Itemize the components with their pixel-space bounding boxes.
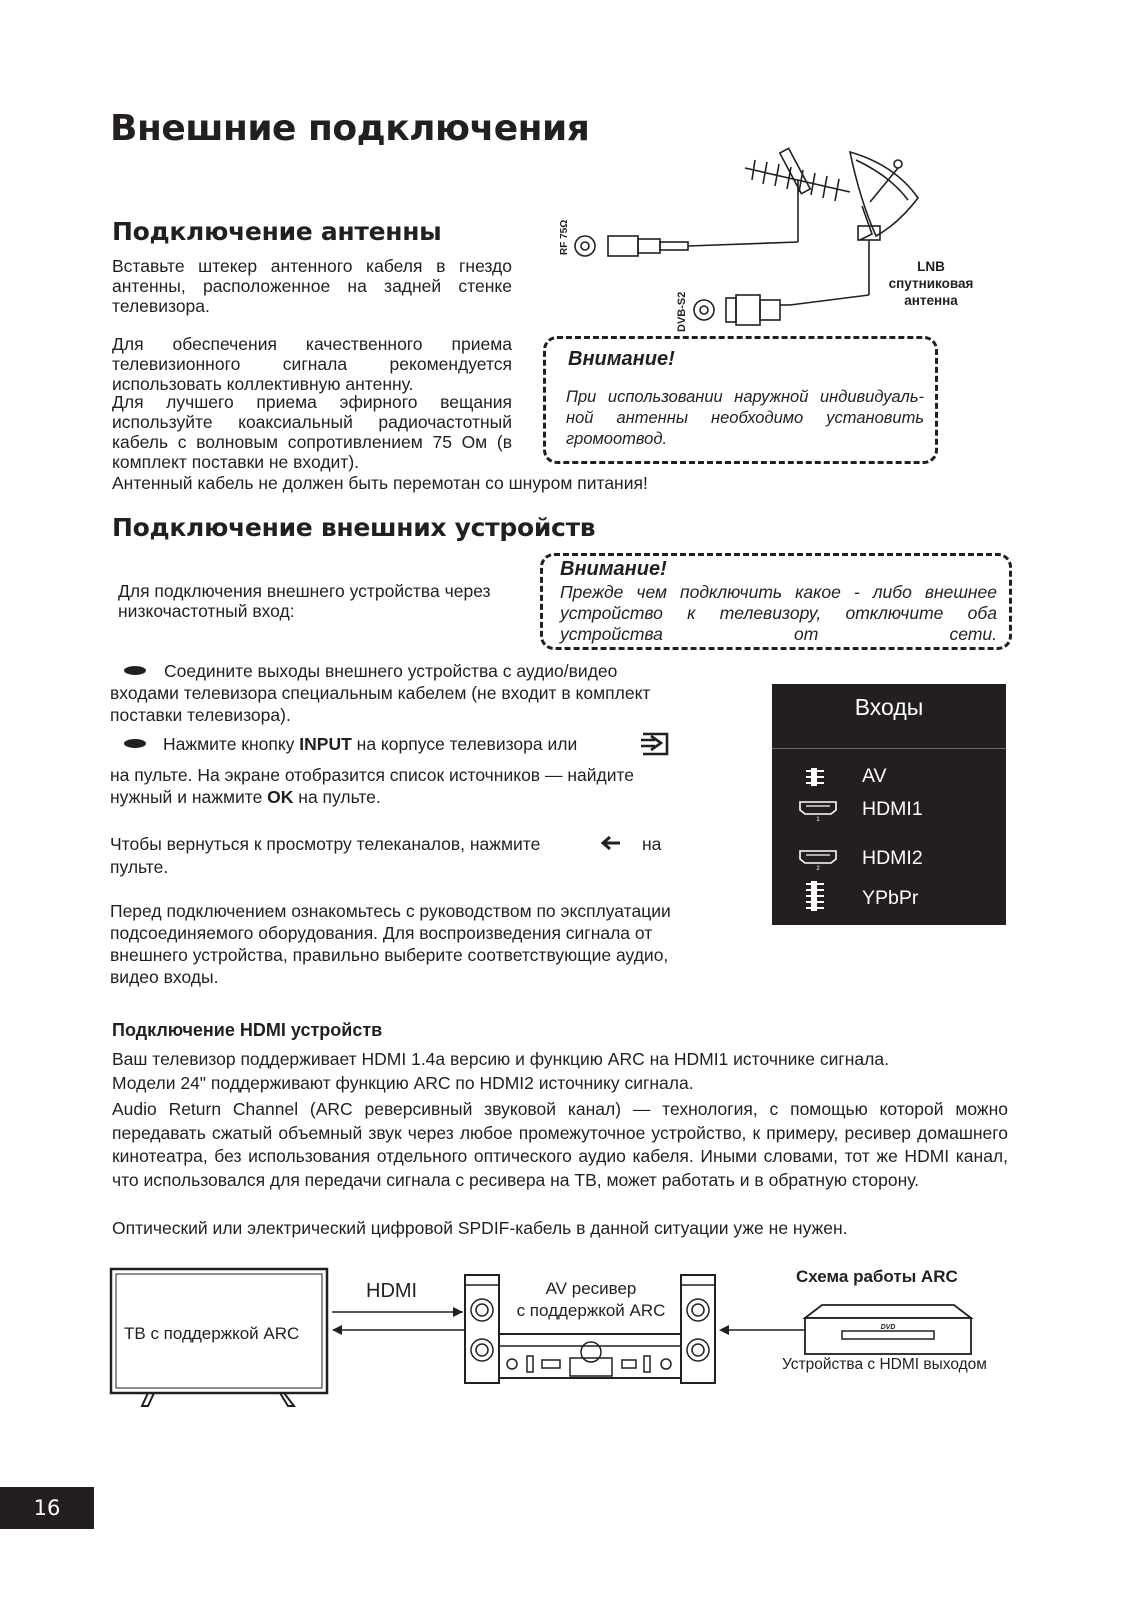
page-number: 16 — [0, 1487, 94, 1529]
input-source-icon — [639, 732, 671, 756]
hdmi-port-2-icon — [798, 847, 838, 871]
receiver-label-line-1: AV ресивер — [545, 1279, 637, 1298]
lnb-label-line-1: LNB — [917, 259, 945, 274]
external-note: Перед подключением ознакомьтесь с руководством по эксплуатации подсоединяемого оборудования. Для воспроизведения сигнала от внешнего устройства, правильно выберите соответствующие аудио, видео входы. — [110, 901, 671, 987]
inputs-menu-item-label: HDMI2 — [862, 847, 923, 869]
input-button-name: INPUT — [299, 734, 352, 754]
inputs-menu-item-label: YPbPr — [862, 887, 919, 909]
return-text-post: на — [642, 834, 662, 854]
inputs-menu-item-hdmi2[interactable] — [772, 841, 1006, 875]
inputs-menu-item-label: HDMI1 — [862, 798, 923, 820]
page-title: Внешние подключения — [110, 108, 590, 149]
inputs-menu-item-label: AV — [862, 765, 887, 787]
bullet-2-line-2 — [110, 764, 655, 808]
bullet-2-line-2-pre: на пульте. На экране отобразится список источников — найдите нужный и нажмите — [110, 765, 635, 807]
lnb-label-line-2: спутниковая — [888, 276, 974, 291]
return-text-line-2: пульте. — [110, 857, 169, 877]
antenna-paragraph-4: Антенный кабель не должен быть перемотан со шнуром питания! — [112, 473, 648, 493]
antenna-warning-title: Внимание! — [568, 348, 675, 370]
bullet-2-line-1 — [163, 734, 577, 754]
device-label: Устройства с HDMI выходом — [782, 1356, 987, 1373]
antenna-warning-text: При использовании наружной индивидуаль-ной антенны необходимо установить громоотвод. — [566, 388, 924, 448]
inputs-menu-divider — [772, 748, 1006, 749]
svg-text:1: 1 — [816, 817, 820, 822]
bullet-2-line-2-post: на пульте. — [293, 787, 381, 807]
dvb-socket-label: DVB-S2 — [676, 291, 688, 332]
hdmi-port-1-icon — [798, 798, 838, 822]
bullet-2-post: на корпусе телевизора или — [351, 734, 578, 754]
external-warning-box — [540, 553, 1012, 650]
external-warning-text: Прежде чем подключить какое - либо внешнее устройство к телевизору, отключите оба устройства от сети. — [560, 582, 997, 644]
hdmi-heading: Подключение HDMI устройств — [112, 1020, 383, 1040]
antenna-connection-diagram — [540, 140, 1000, 340]
svg-text:2: 2 — [816, 866, 820, 871]
inputs-menu-item-hdmi1[interactable] — [772, 792, 1006, 826]
antenna-warning-box — [543, 336, 938, 464]
hdmi-cable-label: HDMI — [366, 1280, 418, 1302]
device-to-receiver-arrow — [716, 1322, 808, 1338]
receiver-label — [500, 1278, 682, 1322]
component-connector-icon — [800, 879, 830, 913]
hdmi-paragraph-4: Оптический или электрический цифровой SPDIF-кабель в данной ситуации уже не нужен. — [112, 1218, 848, 1238]
receiver-label-line-2: с поддержкой ARC — [516, 1301, 666, 1320]
antenna-heading: Подключение антенны — [112, 217, 442, 246]
tv-label: ТВ с поддержкой ARC — [124, 1324, 300, 1343]
external-intro: Для подключения внешнего устройства через низкочастотный вход: — [118, 581, 491, 621]
antenna-paragraph-3: Для лучшего приема эфирного вещания используйте коаксиальный радиочастотный кабель с волновым сопротивлением 75 Ом (в комплект поставки не входит). — [112, 392, 512, 472]
hdmi-paragraph-2: Модели 24" поддерживают функцию ARC по HDMI2 источнику сигнала. — [112, 1073, 694, 1093]
inputs-menu-item-ypbpr[interactable] — [772, 881, 1006, 915]
return-text: Чтобы вернуться к просмотру телеканалов, нажмите — [110, 834, 541, 854]
rf-socket-label: RF 75Ω — [559, 219, 570, 255]
av-connector-icon — [800, 765, 830, 789]
lnb-label-line-3: антенна — [904, 293, 958, 308]
lnb-label — [872, 258, 990, 309]
dvd-logo: DVD — [880, 1324, 896, 1331]
external-heading: Подключение внешних устройств — [112, 513, 596, 542]
bullet-1-text: Соедините выходы внешнего устройства с аудио/видео входами телевизора специальным кабелем (не входит в комплект поставки телевизора). — [110, 661, 651, 725]
arc-diagram-title: Схема работы ARC — [796, 1267, 958, 1286]
hdmi-paragraph-3: Audio Return Channel (ARC реверсивный звуковой канал) — технология, с помощью которой можно передавать сжатый объемный звук через любое промежуточное устройство, к примеру, ресивер домашнего кинотеатра, без использования отдельного оптического аудио кабеля. Иными словами, тот же HDMI канал, что использовался для передачи сигнала с ресивера на ТВ, может работать и в обратную сторону. — [112, 1099, 1008, 1190]
hdmi-arrows — [328, 1300, 468, 1340]
antenna-paragraph-2: Для обеспечения качественного приема телевизионного сигнала рекомендуется использовать коллективную антенну. — [112, 334, 512, 394]
external-warning-title: Внимание! — [560, 558, 667, 580]
back-arrow-icon — [600, 834, 622, 852]
bullet-2-marker — [124, 735, 160, 753]
ok-button-name: OK — [267, 787, 294, 807]
hdmi-paragraph-1: Ваш телевизор поддерживает HDMI 1.4a версию и функцию ARC на HDMI1 источнике сигнала. — [112, 1049, 889, 1069]
inputs-menu-title: Входы — [854, 694, 924, 720]
antenna-paragraph-1: Вставьте штекер антенного кабеля в гнездо антенны, расположенное на задней стенке телевизора. — [112, 256, 512, 316]
bullet-2-pre: Нажмите кнопку — [163, 734, 300, 754]
inputs-menu-item-av[interactable] — [772, 759, 1006, 793]
dvd-player-illustration — [802, 1302, 974, 1358]
inputs-menu — [772, 684, 1006, 925]
